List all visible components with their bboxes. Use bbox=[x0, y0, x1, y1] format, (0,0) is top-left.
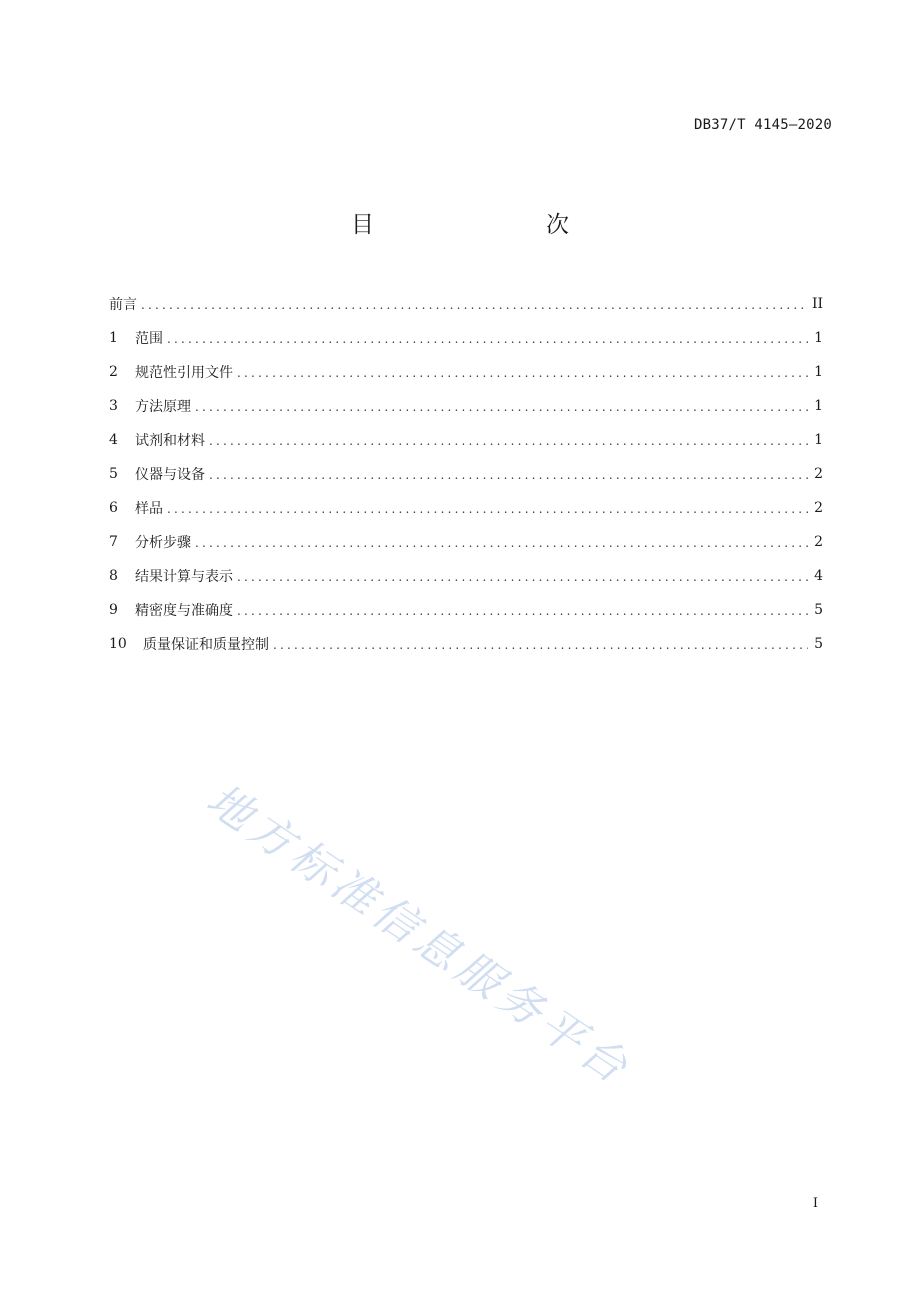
toc-entry-page: 5 bbox=[814, 636, 823, 652]
toc-entry-number: 3 bbox=[109, 398, 118, 414]
toc-entry-label: 质量保证和质量控制 bbox=[143, 637, 269, 653]
toc-leader-dots bbox=[195, 400, 808, 414]
toc-entry-page: 1 bbox=[814, 330, 823, 346]
toc-entry-4[interactable] bbox=[109, 423, 823, 457]
toc-entry-label: 范围 bbox=[135, 331, 163, 347]
toc-entry-label: 结果计算与表示 bbox=[135, 569, 233, 585]
toc-entry-label: 方法原理 bbox=[135, 399, 191, 415]
toc-entry-7[interactable] bbox=[109, 525, 823, 559]
toc-entry-number: 2 bbox=[109, 364, 118, 380]
toc-leader-dots bbox=[237, 366, 808, 380]
toc-entry-page: 2 bbox=[814, 466, 823, 482]
toc-leader-dots bbox=[273, 638, 808, 652]
toc-entry-page: 2 bbox=[814, 534, 823, 550]
toc-entry-label: 分析步骤 bbox=[135, 535, 191, 551]
toc-entry-page: II bbox=[811, 296, 823, 312]
toc-entry-label: 仪器与设备 bbox=[135, 467, 205, 483]
toc-entry-9[interactable] bbox=[109, 593, 823, 627]
watermark-text: 地方标准信息服务平台 bbox=[197, 774, 641, 1096]
toc-entry-number: 4 bbox=[109, 432, 118, 448]
toc-entry-page: 5 bbox=[814, 602, 823, 618]
toc-leader-dots bbox=[209, 468, 808, 482]
toc-entry-number: 1 bbox=[109, 330, 118, 346]
toc-entry-8[interactable] bbox=[109, 559, 823, 593]
toc-entry-page: 1 bbox=[814, 398, 823, 414]
table-of-contents bbox=[109, 287, 823, 661]
toc-entry-5[interactable] bbox=[109, 457, 823, 491]
toc-leader-dots bbox=[209, 434, 808, 448]
toc-entry-number: 5 bbox=[109, 466, 118, 482]
toc-entry-number: 9 bbox=[109, 602, 118, 618]
toc-entry-label: 规范性引用文件 bbox=[135, 365, 233, 381]
toc-entry-6[interactable] bbox=[109, 491, 823, 525]
toc-leader-dots bbox=[195, 536, 808, 550]
toc-entry-label: 精密度与准确度 bbox=[135, 603, 233, 619]
toc-leader-dots bbox=[167, 502, 808, 516]
toc-entry-1[interactable] bbox=[109, 321, 823, 355]
toc-entry-2[interactable] bbox=[109, 355, 823, 389]
toc-entry-page: 1 bbox=[814, 364, 823, 380]
toc-entry-label: 试剂和材料 bbox=[135, 433, 205, 449]
toc-entry-number: 8 bbox=[109, 568, 118, 584]
toc-leader-dots bbox=[237, 604, 808, 618]
toc-entry-foreword[interactable] bbox=[109, 287, 823, 321]
toc-entry-label: 样品 bbox=[135, 501, 163, 517]
toc-entry-page: 1 bbox=[814, 432, 823, 448]
toc-entry-10[interactable] bbox=[109, 627, 823, 661]
toc-title: 目 次 bbox=[351, 212, 611, 238]
toc-entry-number: 10 bbox=[109, 636, 127, 652]
toc-entry-page: 2 bbox=[814, 500, 823, 516]
toc-entry-label: 前言 bbox=[109, 297, 137, 313]
page-number: I bbox=[812, 1196, 818, 1211]
toc-leader-dots bbox=[141, 298, 806, 312]
toc-leader-dots bbox=[237, 570, 808, 584]
toc-entry-page: 4 bbox=[814, 568, 823, 584]
toc-entry-number: 7 bbox=[109, 534, 118, 550]
toc-entry-number: 6 bbox=[109, 500, 118, 516]
document-code: DB37/T 4145—2020 bbox=[693, 117, 832, 133]
toc-entry-3[interactable] bbox=[109, 389, 823, 423]
toc-leader-dots bbox=[167, 332, 808, 346]
